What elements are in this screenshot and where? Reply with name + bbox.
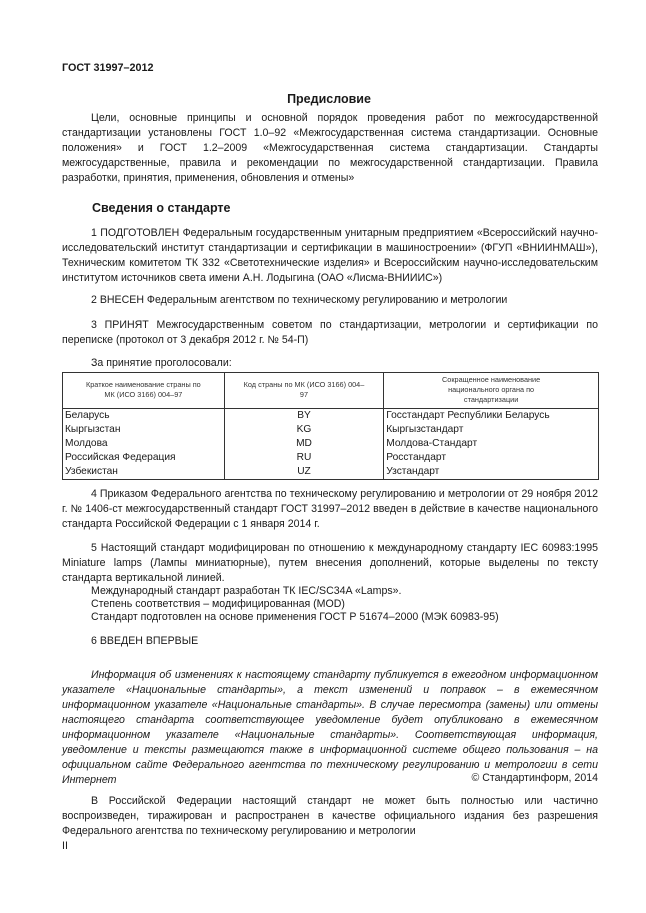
country-cell: Кыргызстан	[63, 423, 225, 437]
code-cell: UZ	[224, 465, 383, 480]
rights-notice: В Российской Федерации настоящий стандарт не может быть полностью или частично воспроизведен, тиражирован и распространен в качестве официального издания без разрешения Федерального агентства по техническому регулированию и метрологии	[62, 795, 598, 837]
body-cell: Росстандарт	[384, 451, 599, 465]
info-item-5-basis: Стандарт подготовлен на основе применения ГОСТ Р 51674–2000 (МЭК 60983-95)	[91, 611, 499, 623]
vote-table	[62, 372, 599, 480]
info-item-3: 3 ПРИНЯТ Межгосударственным советом по стандартизации, метрологии и сертификации по переписке (протокол от 3 декабря 2012 г. № 54-П)	[62, 319, 598, 346]
page-number: II	[62, 840, 68, 852]
change-notice: Информация об изменениях к настоящему стандарту публикуется в ежегодном информационном указателе «Национальные стандарты», а текст изменений и поправок – в ежемесячном информационном указателе «Национальные стандарты». В случае пересмотра (замены) или отмены настоящего стандарта соответствующее уведомление будет опубликовано в ежемесячном информационном указателе «Национальные стандарты». Соответствующая информация, уведомление и тексты размещаются также в информационной системе общего пользования – на официальном сайте Федерального агентства по техническому регулированию и метрологии в сети Интернет	[62, 669, 598, 786]
code-cell: RU	[224, 451, 383, 465]
table-row	[63, 423, 599, 437]
info-item-6: 6 ВВЕДЕН ВПЕРВЫЕ	[91, 635, 199, 647]
country-cell: Российская Федерация	[63, 451, 225, 465]
standard-info-title: Сведения о стандарте	[92, 201, 231, 215]
preface-title: Предисловие	[287, 92, 371, 106]
info-item-2: 2 ВНЕСЕН Федеральным агентством по техническому регулированию и метрологии	[91, 294, 508, 306]
info-item-1: 1 ПОДГОТОВЛЕН Федеральным государственным унитарным предприятием «Всероссийский научно-исследовательский институт стандартизации и сертификации в машиностроении» (ФГУП «ВНИИНМАШ»), Техническим комитетом ТК 332 «Светотехнические изделия» и Всероссийским научно-исследовательским институтом источников света имени А.Н. Лодыгина (ОАО «Лисма-ВНИИИС»)	[62, 227, 598, 284]
info-item-5-developer: Международный стандарт разработан ТК IEC/SC34A «Lamps».	[91, 585, 402, 597]
code-cell: KG	[224, 423, 383, 437]
col-header-country: Краткое наименование страны по МК (ИСО 3166) 004–97	[63, 373, 225, 409]
table-row	[63, 451, 599, 465]
info-item-4: 4 Приказом Федерального агентства по техническому регулированию и метрологии от 29 ноября 2012 г. № 1406-ст межгосударственный стандарт ГОСТ 31997–2012 введен в действие в качестве национального стандарта Российской Федерации с 1 января 2014 г.	[62, 488, 598, 530]
body-cell: Узстандарт	[384, 465, 599, 480]
table-row	[63, 409, 599, 424]
table-row	[63, 437, 599, 451]
preface-text: Цели, основные принципы и основной порядок проведения работ по межгосударственной стандартизации установлены ГОСТ 1.0–92 «Межгосударственная система стандартизации. Основные положения» и ГОСТ 1.2–2009 «Межгосударственная система стандартизации. Стандарты межгосударственные, правила и рекомендации по межгосударственной стандартизации. Правила разработки, принятия, применения, обновления и отмены»	[62, 112, 598, 184]
body-cell: Госстандарт Республики Беларусь	[384, 409, 599, 424]
body-cell: Молдова-Стандарт	[384, 437, 599, 451]
body-cell: Кыргызстандарт	[384, 423, 599, 437]
vote-table-header	[63, 373, 599, 409]
country-cell: Беларусь	[63, 409, 225, 424]
col-header-code: Код страны по МК (ИСО 3166) 004–97	[224, 373, 383, 409]
code-cell: BY	[224, 409, 383, 424]
standard-code-header: ГОСТ 31997–2012	[62, 62, 154, 74]
vote-caption: За принятие проголосовали:	[91, 357, 232, 369]
info-item-5-degree: Степень соответствия – модифицированная (MOD)	[91, 598, 345, 610]
info-item-5: 5 Настоящий стандарт модифицирован по отношению к международному стандарту IEC 60983:1995 Miniature lamps (Лампы миниатюрные), путем внесения дополнений, которые выделены по тексту стандарта вертикальной линией.	[62, 542, 598, 584]
code-cell: MD	[224, 437, 383, 451]
copyright-line: © Стандартинформ, 2014	[471, 772, 598, 784]
table-row	[63, 465, 599, 480]
country-cell: Узбекистан	[63, 465, 225, 480]
country-cell: Молдова	[63, 437, 225, 451]
col-header-body: Сокращенное наименование национального органа по стандартизации	[384, 373, 599, 409]
